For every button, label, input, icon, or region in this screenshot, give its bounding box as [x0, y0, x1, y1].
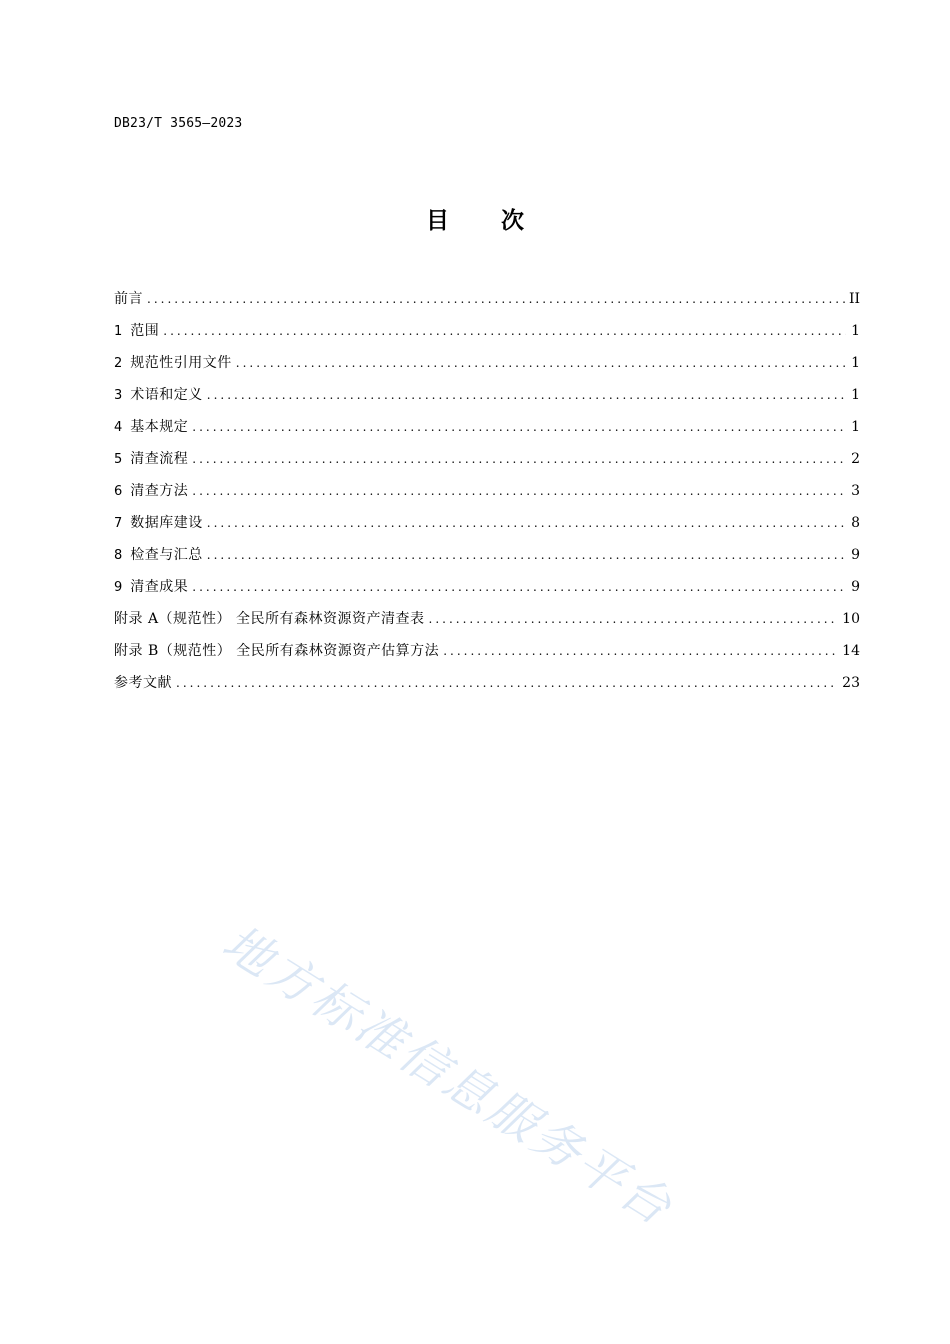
toc-entry-6[interactable] [114, 478, 860, 510]
toc-dot-leader [429, 606, 839, 632]
toc-entry-foreword[interactable] [114, 286, 860, 318]
toc-entry-label: 清查流程 [130, 451, 189, 467]
toc-entry-number: 6 [114, 484, 123, 499]
toc-entry-3[interactable] [114, 382, 860, 414]
toc-entry-number: 1 [114, 324, 123, 339]
toc-dot-leader [192, 446, 846, 472]
toc-entry-label: 前言 [114, 291, 143, 307]
toc-entry-appendix-b[interactable] [114, 638, 860, 670]
toc-entry-page: 10 [842, 611, 860, 627]
toc-dot-leader [207, 382, 846, 408]
toc-entry-page: 9 [851, 579, 860, 595]
toc-entry-label: 数据库建设 [130, 515, 203, 531]
toc-entry-page: 1 [851, 355, 860, 371]
toc-entry-page: 3 [851, 483, 860, 499]
toc-entry-page: 1 [851, 419, 860, 435]
toc-dot-leader [192, 414, 846, 440]
toc-dot-leader [163, 318, 846, 344]
toc-dot-leader [207, 510, 846, 536]
toc-entry-number: 5 [114, 452, 123, 467]
toc-entry-label: 范围 [130, 323, 160, 339]
toc-entry-appendix-a[interactable] [114, 606, 860, 638]
page-title: 目次 [426, 208, 576, 234]
toc-entry-label: 检查与汇总 [130, 547, 203, 563]
toc-entry-page: 23 [842, 675, 860, 691]
toc-entry-label: 附录 B（规范性） 全民所有森林资源资产估算方法 [114, 643, 440, 659]
toc-entry-8[interactable] [114, 542, 860, 574]
toc-entry-label: 基本规定 [130, 419, 189, 435]
toc-dot-leader [176, 670, 838, 696]
toc-entry-2[interactable] [114, 350, 860, 382]
toc-entry-number: 7 [114, 516, 123, 531]
toc-entry-5[interactable] [114, 446, 860, 478]
toc-entry-page: 9 [851, 547, 860, 563]
toc-dot-leader [236, 350, 846, 376]
table-of-contents [114, 286, 860, 702]
toc-entry-page: 14 [842, 643, 860, 659]
toc-dot-leader [207, 542, 846, 568]
toc-entry-page: 1 [851, 387, 860, 403]
toc-entry-label: 清查方法 [130, 483, 189, 499]
toc-entry-number: 3 [114, 388, 123, 403]
toc-entry-page: 1 [851, 323, 860, 339]
toc-entry-label: 术语和定义 [130, 387, 203, 403]
toc-entry-4[interactable] [114, 414, 860, 446]
toc-dot-leader [192, 478, 846, 504]
toc-entry-page: 2 [851, 451, 860, 467]
toc-entry-number: 4 [114, 420, 123, 435]
toc-entry-number: 2 [114, 356, 123, 371]
toc-entry-label: 附录 A（规范性） 全民所有森林资源资产清查表 [114, 611, 425, 627]
toc-entry-label: 规范性引用文件 [130, 355, 232, 371]
watermark: 地方标准信息服务平台 [212, 914, 684, 1238]
toc-dot-leader [147, 286, 845, 312]
toc-entry-number: 9 [114, 580, 123, 595]
toc-entry-page: II [848, 291, 860, 307]
toc-entry-label: 参考文献 [114, 675, 172, 691]
document-code: DB23/T 3565—2023 [114, 116, 243, 131]
toc-entry-number: 8 [114, 548, 123, 563]
toc-dot-leader [443, 638, 838, 664]
toc-entry-9[interactable] [114, 574, 860, 606]
toc-dot-leader [192, 574, 846, 600]
toc-entry-label: 清查成果 [130, 579, 189, 595]
toc-entry-1[interactable] [114, 318, 860, 350]
toc-entry-references[interactable] [114, 670, 860, 702]
toc-entry-7[interactable] [114, 510, 860, 542]
toc-entry-page: 8 [851, 515, 860, 531]
